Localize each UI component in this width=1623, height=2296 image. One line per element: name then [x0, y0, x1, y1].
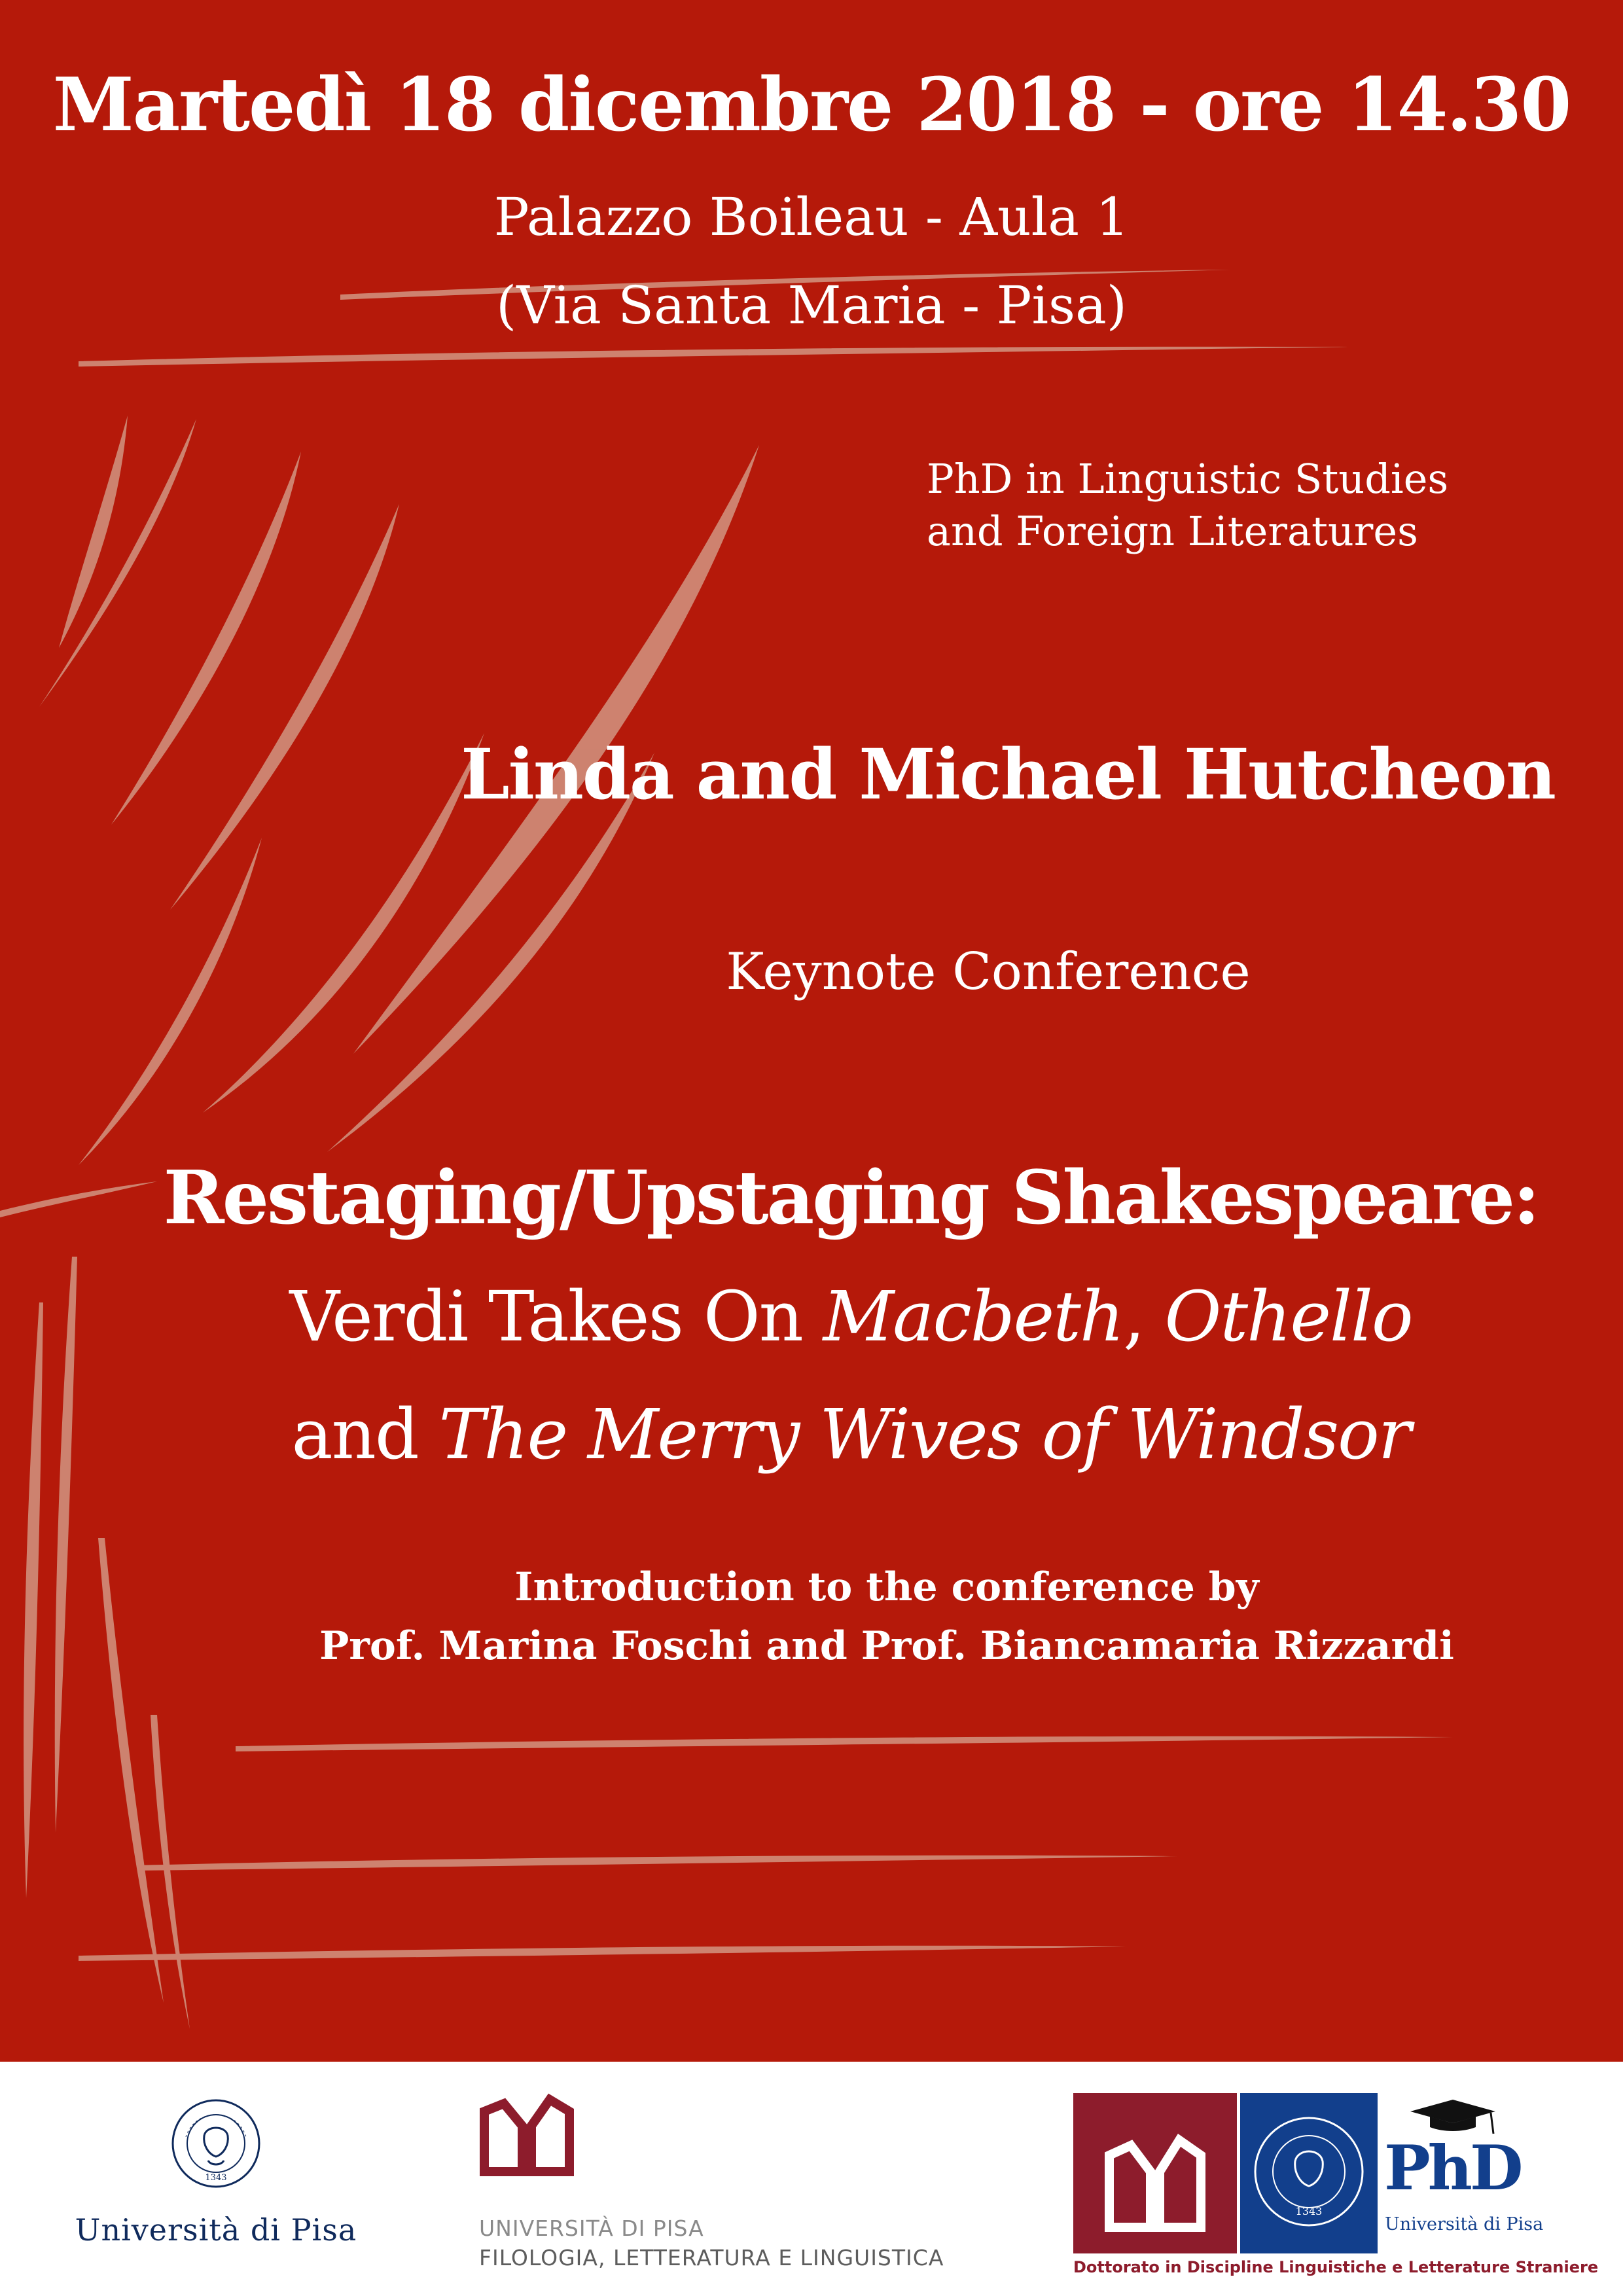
subtitle-prefix-2: and	[291, 1394, 439, 1475]
event-date: Martedì 18 dicembre 2018 - ore 14.30	[52, 62, 1571, 148]
phd-red-panel	[1073, 2093, 1237, 2253]
introduction-speakers: Prof. Marina Foschi and Prof. Biancamaria Rizzardi	[319, 1623, 1454, 1669]
open-book-icon	[478, 2088, 576, 2179]
talk-subtitle-line-1	[0, 1276, 1623, 1357]
subtitle-separator: ,	[1123, 1276, 1165, 1357]
work-macbeth: Macbeth	[823, 1276, 1124, 1357]
subtitle-prefix: Verdi Takes On	[289, 1276, 823, 1357]
venue-address: (Via Santa Maria - Pisa)	[496, 275, 1127, 336]
svg-text:1343: 1343	[205, 2173, 227, 2183]
department-logo	[478, 2088, 975, 2278]
venue-name: Palazzo Boileau - Aula 1	[493, 187, 1130, 247]
phd-wordmark: PhD	[1384, 2132, 1521, 2204]
event-type: Keynote Conference	[726, 942, 1251, 1001]
phd-blue-panel	[1240, 2093, 1378, 2253]
university-seal-icon	[170, 2098, 262, 2189]
university-seal-icon	[1240, 2093, 1378, 2253]
introduction-label: Introduction to the conference by	[514, 1564, 1259, 1610]
work-merry-wives: The Merry Wives of Windsor	[438, 1394, 1410, 1475]
talk-subtitle-line-2	[0, 1394, 1623, 1475]
universita-di-pisa-logo	[65, 2098, 366, 2281]
talk-title: Restaging/Upstaging Shakespeare:	[163, 1155, 1539, 1241]
logo-footer	[0, 2062, 1623, 2296]
department-university: UNIVERSITÀ DI PISA	[479, 2215, 704, 2241]
phd-program-caption: Dottorato in Discipline Linguistiche e Letterature Straniere	[1073, 2258, 1599, 2276]
phd-program-logo	[1073, 2093, 1599, 2289]
university-name: Università di Pisa	[75, 2212, 357, 2248]
department-name: FILOLOGIA, LETTERATURA E LINGUISTICA	[479, 2245, 944, 2270]
svg-text:1343: 1343	[1295, 2205, 1323, 2217]
speakers: Linda and Michael Hutcheon	[461, 733, 1555, 815]
open-book-icon	[1073, 2093, 1237, 2253]
work-othello: Othello	[1164, 1276, 1412, 1357]
program-line-1: PhD in Linguistic Studies	[927, 455, 1449, 503]
phd-university: Università di Pisa	[1385, 2214, 1544, 2234]
program-line-2: and Foreign Literatures	[927, 507, 1418, 555]
